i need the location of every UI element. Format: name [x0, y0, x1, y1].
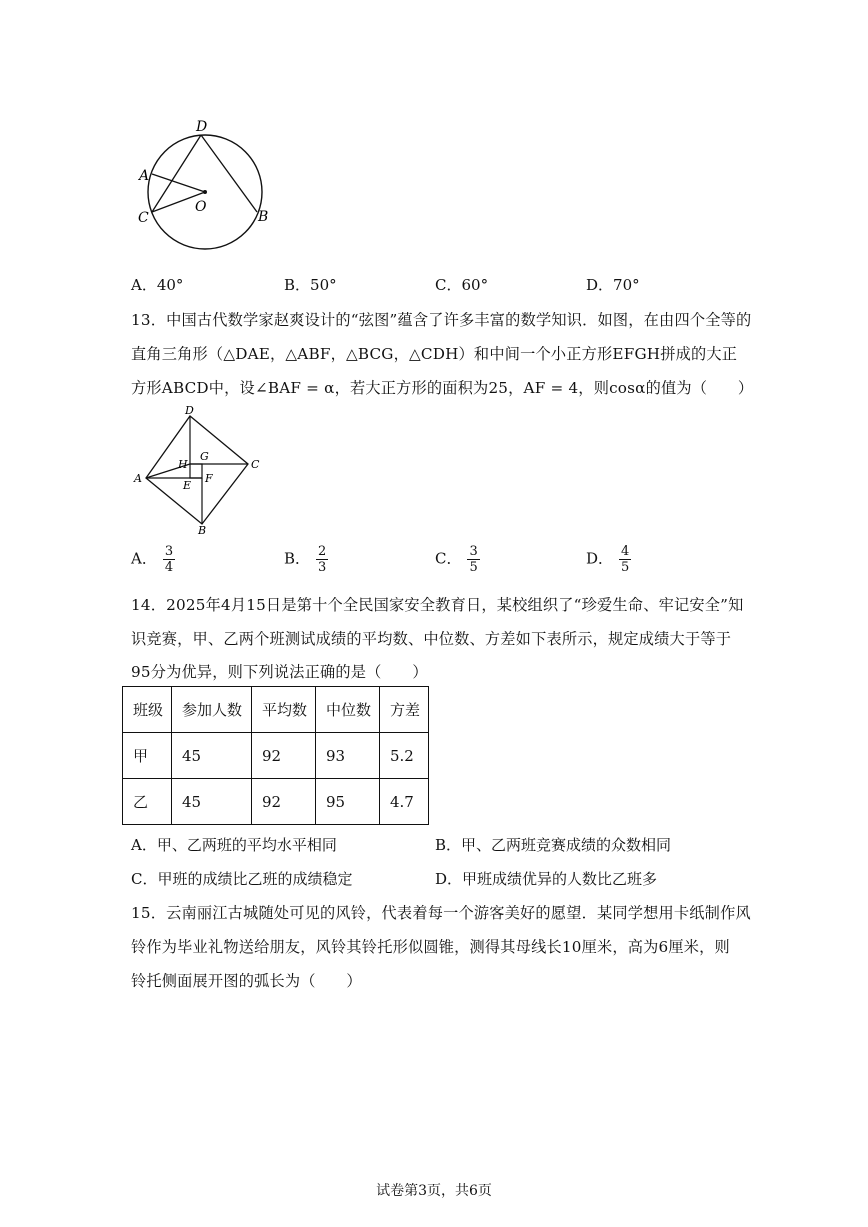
- table-row: [123, 733, 429, 779]
- q13-line-3: 方形ABCD中，设∠BAF = α，若大正方形的面积为25，AF = 4，则cosα的值为（ ）: [131, 379, 754, 397]
- table-cell: 92: [252, 779, 316, 825]
- score-table: [122, 686, 429, 825]
- label-a: A: [134, 472, 142, 485]
- label-c: C: [251, 458, 260, 471]
- chord-db: [201, 135, 257, 212]
- q13-option-c: C． $\frac{3}{5}$: [435, 544, 478, 575]
- square-abcd: [146, 416, 248, 524]
- label-b: B: [198, 524, 207, 537]
- q15-line-1: 15．云南丽江古城随处可见的风铃，代表着每一个游客美好的愿望．某同学想用卡纸制作风: [131, 904, 751, 922]
- q13-option-d: D． $\frac{4}{5}$: [586, 544, 630, 575]
- q14-line-2: 识竞赛，甲、乙两个班测试成绩的平均数、中位数、方差如下表所示，规定成绩大于等于: [131, 630, 732, 648]
- page-footer: 试卷第3页，共6页: [376, 1183, 492, 1199]
- circle-figure: [130, 112, 280, 262]
- q15-line-3: 铃托侧面展开图的弧长为（ ）: [131, 972, 362, 990]
- label-o: O: [195, 199, 207, 215]
- center-point: [203, 190, 207, 194]
- q14-line-1: 14．2025年4月15日是第十个全民国家安全教育日，某校组织了“珍爱生命、牢记安全”知: [131, 596, 744, 614]
- xuan-tu-figure: [128, 402, 268, 538]
- table-header-row: [123, 687, 429, 733]
- label-e: E: [183, 479, 192, 492]
- label-g: G: [200, 450, 209, 463]
- label-f: F: [205, 472, 213, 485]
- q14-line-3: 95分为优异，则下列说法正确的是（ ）: [131, 663, 428, 681]
- q14-option-c: C．甲班的成绩比乙班的成绩稳定: [131, 870, 353, 888]
- label-b: B: [258, 209, 269, 225]
- q12-option-a: A．40°: [131, 276, 184, 294]
- table-cell: 4.7: [380, 779, 429, 825]
- chord-cd: [152, 135, 201, 212]
- table-cell: 5.2: [380, 733, 429, 779]
- table-cell: 93: [316, 733, 380, 779]
- header-cell: 班级: [123, 687, 172, 733]
- q13-line-1: 13．中国古代数学家赵爽设计的“弦图”蕴含了许多丰富的数学知识．如图，在由四个全等的: [131, 311, 752, 329]
- table-cell: 甲: [123, 733, 172, 779]
- table-cell: 95: [316, 779, 380, 825]
- header-cell: 平均数: [252, 687, 316, 733]
- table-cell: 乙: [123, 779, 172, 825]
- label-c: C: [138, 210, 149, 226]
- label-a: A: [139, 168, 150, 184]
- segment-ao: [152, 174, 205, 192]
- q13-line-2: 直角三角形（△DAE，△ABF，△BCG，△CDH）和中间一个小正方形EFGH拼成的大正: [131, 345, 738, 363]
- header-cell: 方差: [380, 687, 429, 733]
- label-h: H: [178, 458, 188, 471]
- table-cell: 92: [252, 733, 316, 779]
- table-row: [123, 779, 429, 825]
- q15-line-2: 铃作为毕业礼物送给朋友，风铃其铃托形似圆锥，测得其母线长10厘米，高为6厘米，则: [131, 938, 730, 956]
- q13-option-b: B． $\frac{2}{3}$: [284, 544, 327, 575]
- q12-option-c: C．60°: [435, 276, 489, 294]
- header-cell: 中位数: [316, 687, 380, 733]
- q12-option-d: D．70°: [586, 276, 640, 294]
- q12-option-b: B．50°: [284, 276, 337, 294]
- q14-option-a: A．甲、乙两班的平均水平相同: [131, 836, 337, 854]
- q14-option-d: D．甲班成绩优异的人数比乙班多: [435, 870, 658, 888]
- table-cell: 45: [172, 779, 252, 825]
- header-cell: 参加人数: [172, 687, 252, 733]
- q14-option-b: B．甲、乙两班竞赛成绩的众数相同: [435, 836, 672, 854]
- table-cell: 45: [172, 733, 252, 779]
- square-efgh: [190, 464, 202, 478]
- label-d: D: [196, 119, 208, 135]
- q13-option-a: A． $\frac{3}{4}$: [131, 544, 174, 575]
- label-d: D: [185, 404, 194, 417]
